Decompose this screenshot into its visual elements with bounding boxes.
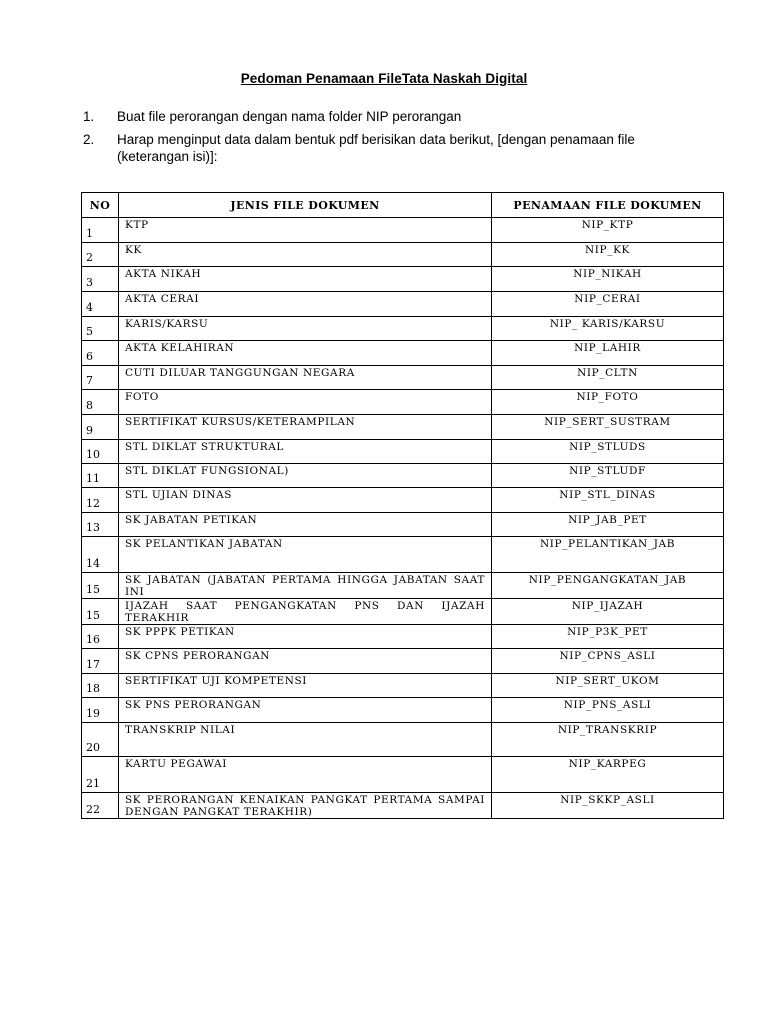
table-row <box>82 488 724 513</box>
cell-jenis-file: SERTIFIKAT KURSUS/KETERAMPILAN <box>119 415 492 440</box>
cell-jenis-file: KARTU PEGAWAI <box>119 757 492 793</box>
cell-jenis-file: CUTI DILUAR TANGGUNGAN NEGARA <box>119 366 492 390</box>
cell-jenis-file: SK PNS PERORANGAN <box>119 698 492 723</box>
cell-penamaan-file: NIP_PELANTIKAN_JAB <box>492 537 724 573</box>
cell-no: 10 <box>82 440 119 464</box>
instruction-text: Buat file perorangan dengan nama folder NIP perorangan <box>117 109 462 124</box>
cell-penamaan-file: NIP_KARPEG <box>492 757 724 793</box>
cell-penamaan-file: NIP_STLUDS <box>492 440 724 464</box>
table-row <box>82 625 724 649</box>
table-row <box>82 366 724 390</box>
table-row <box>82 674 724 698</box>
cell-jenis-file: SK PERORANGAN KENAIKAN PANGKAT PERTAMA SAMPAI DENGAN PANGKAT TERAKHIR) <box>119 793 492 819</box>
table-row <box>82 440 724 464</box>
table-row <box>82 292 724 317</box>
table-row <box>82 513 724 537</box>
cell-penamaan-file: NIP_CLTN <box>492 366 724 390</box>
cell-no: 7 <box>82 366 119 390</box>
document-title: Pedoman Penamaan FileTata Naskah Digital <box>240 71 528 86</box>
table-row <box>82 218 724 243</box>
table-row <box>82 537 724 573</box>
instruction-number: 2. <box>83 132 95 147</box>
table-body <box>82 218 724 819</box>
column-header-penamaan: PENAMAAN FILE DOKUMEN <box>492 193 724 218</box>
cell-jenis-file: SERTIFIKAT UJI KOMPETENSI <box>119 674 492 698</box>
table-row <box>82 317 724 341</box>
cell-no: 21 <box>82 757 119 793</box>
cell-no: 6 <box>82 341 119 366</box>
table-row <box>82 341 724 366</box>
file-naming-table <box>81 192 724 819</box>
cell-penamaan-file: NIP_SERT_SUSTRAM <box>492 415 724 440</box>
cell-jenis-file: TRANSKRIP NILAI <box>119 723 492 757</box>
table-row <box>82 723 724 757</box>
instruction-text: Harap menginput data dalam bentuk pdf berisikan data berikut, [dengan penamaan file (keterangan isi)]: <box>117 132 635 164</box>
cell-jenis-file: AKTA NIKAH <box>119 267 492 292</box>
cell-jenis-file: SK PELANTIKAN JABATAN <box>119 537 492 573</box>
cell-penamaan-file: NIP_SKKP_ASLI <box>492 793 724 819</box>
table-row <box>82 599 724 625</box>
cell-penamaan-file: NIP_STL_DINAS <box>492 488 724 513</box>
table-row <box>82 243 724 267</box>
cell-jenis-file: SK CPNS PERORANGAN <box>119 649 492 674</box>
cell-no: 12 <box>82 488 119 513</box>
cell-no: 2 <box>82 243 119 267</box>
table-row <box>82 415 724 440</box>
cell-jenis-file: KTP <box>119 218 492 243</box>
cell-no: 20 <box>82 723 119 757</box>
column-header-jenis: JENIS FILE DOKUMEN <box>119 193 492 218</box>
table-row <box>82 757 724 793</box>
cell-no: 18 <box>82 674 119 698</box>
cell-no: 8 <box>82 390 119 415</box>
cell-no: 9 <box>82 415 119 440</box>
table-row <box>82 793 724 819</box>
cell-no: 5 <box>82 317 119 341</box>
table-row <box>82 698 724 723</box>
cell-penamaan-file: NIP_IJAZAH <box>492 599 724 625</box>
cell-jenis-file: KARIS/KARSU <box>119 317 492 341</box>
cell-penamaan-file: NIP_KTP <box>492 218 724 243</box>
cell-penamaan-file: NIP_ KARIS/KARSU <box>492 317 724 341</box>
cell-jenis-file: SK JABATAN (JABATAN PERTAMA HINGGA JABATAN SAAT INI <box>119 573 492 599</box>
table-row <box>82 267 724 292</box>
table-row <box>82 649 724 674</box>
table-row <box>82 390 724 415</box>
column-header-no: NO <box>82 193 119 218</box>
cell-no: 15 <box>82 599 119 625</box>
cell-no: 19 <box>82 698 119 723</box>
cell-jenis-file: STL DIKLAT STRUKTURAL <box>119 440 492 464</box>
cell-jenis-file: AKTA KELAHIRAN <box>119 341 492 366</box>
cell-no: 22 <box>82 793 119 819</box>
table-row <box>82 464 724 488</box>
cell-penamaan-file: NIP_FOTO <box>492 390 724 415</box>
cell-jenis-file: AKTA CERAI <box>119 292 492 317</box>
cell-penamaan-file: NIP_JAB_PET <box>492 513 724 537</box>
cell-no: 1 <box>82 218 119 243</box>
cell-no: 15 <box>82 573 119 599</box>
table-row <box>82 573 724 599</box>
table-header-row <box>82 193 724 218</box>
cell-no: 3 <box>82 267 119 292</box>
cell-no: 17 <box>82 649 119 674</box>
cell-jenis-file: KK <box>119 243 492 267</box>
cell-penamaan-file: NIP_TRANSKRIP <box>492 723 724 757</box>
cell-penamaan-file: NIP_PNS_ASLI <box>492 698 724 723</box>
cell-penamaan-file: NIP_PENGANGKATAN_JAB <box>492 573 724 599</box>
instruction-number: 1. <box>83 109 95 124</box>
cell-jenis-file: STL DIKLAT FUNGSIONAL) <box>119 464 492 488</box>
cell-penamaan-file: NIP_P3K_PET <box>492 625 724 649</box>
cell-no: 16 <box>82 625 119 649</box>
cell-jenis-file: STL UJIAN DINAS <box>119 488 492 513</box>
cell-jenis-file: SK JABATAN PETIKAN <box>119 513 492 537</box>
cell-no: 13 <box>82 513 119 537</box>
cell-penamaan-file: NIP_LAHIR <box>492 341 724 366</box>
cell-jenis-file: FOTO <box>119 390 492 415</box>
cell-penamaan-file: NIP_CPNS_ASLI <box>492 649 724 674</box>
cell-no: 4 <box>82 292 119 317</box>
cell-jenis-file: SK PPPK PETIKAN <box>119 625 492 649</box>
cell-penamaan-file: NIP_NIKAH <box>492 267 724 292</box>
cell-penamaan-file: NIP_KK <box>492 243 724 267</box>
cell-no: 14 <box>82 537 119 573</box>
cell-jenis-file: IJAZAH SAAT PENGANGKATAN PNS DAN IJAZAH TERAKHIR <box>119 599 492 625</box>
cell-penamaan-file: NIP_SERT_UKOM <box>492 674 724 698</box>
cell-penamaan-file: NIP_STLUDF <box>492 464 724 488</box>
cell-penamaan-file: NIP_CERAI <box>492 292 724 317</box>
cell-no: 11 <box>82 464 119 488</box>
